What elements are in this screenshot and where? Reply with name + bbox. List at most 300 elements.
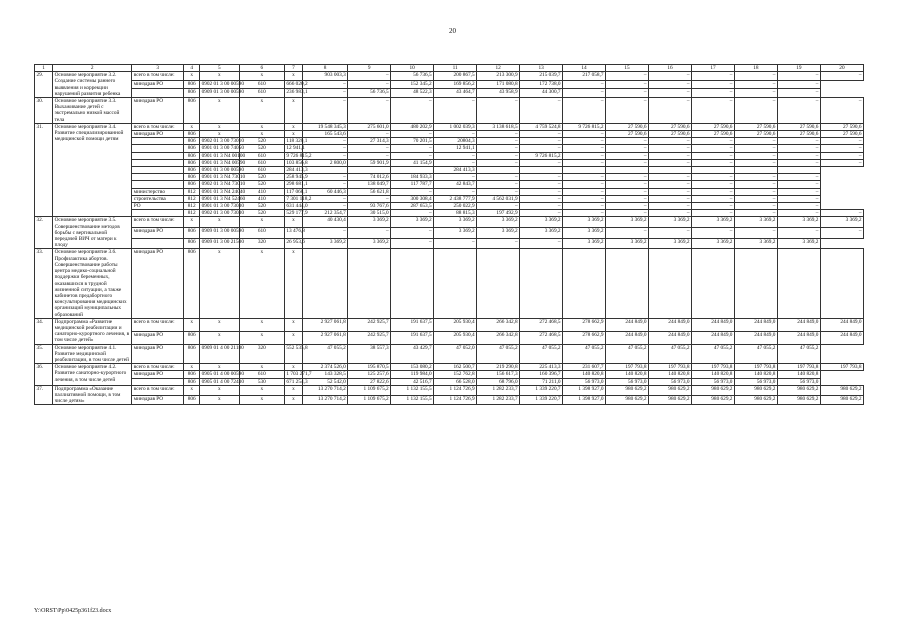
- header-cell: 18: [734, 65, 777, 72]
- amount-cell: –: [563, 174, 606, 181]
- amount-cell: 980 629,2: [734, 385, 777, 395]
- amount-cell: 71 211,0: [520, 378, 563, 385]
- code-cell: 631 444,0: [286, 203, 308, 210]
- amount-cell: –: [691, 80, 734, 89]
- amount-cell: –: [691, 72, 734, 81]
- amount-cell: –: [649, 210, 692, 217]
- table-row: [35, 203, 864, 210]
- amount-cell: –: [606, 228, 649, 239]
- header-cell: 8: [303, 65, 348, 72]
- amount-cell: [520, 249, 563, 318]
- code-cell: 520: [239, 145, 284, 152]
- amount-cell: –: [649, 138, 692, 145]
- amount-cell: 13 270 714,2: [303, 395, 348, 405]
- code-cell: 806: [184, 174, 200, 181]
- code-cell: 0901 01 3 00 00590: [201, 167, 244, 174]
- code-cell: х: [239, 331, 284, 344]
- code-cell: х: [184, 217, 200, 228]
- amount-cell: 1 124 726,9: [434, 395, 477, 405]
- code-cell: 284 413,3: [286, 167, 308, 174]
- amount-cell: 1 398 927,0: [563, 395, 606, 405]
- amount-cell: –: [734, 145, 777, 152]
- program-name: Основное мероприятие 3.2. Создание системы раннего выявления и коррекции нарушений развития ребенка: [53, 72, 132, 98]
- code-cell: 610: [239, 167, 284, 174]
- amount-cell: –: [777, 138, 820, 145]
- amount-cell: –: [606, 195, 649, 202]
- amount-cell: –: [734, 72, 777, 81]
- amount-cell: –: [477, 98, 520, 124]
- amount-cell: –: [734, 89, 777, 98]
- code-cell: 610: [239, 80, 284, 89]
- amount-cell: 3 369,2: [391, 217, 434, 228]
- program-name: Подпрограмма «Развитие медицинской реабилитации и санаторно-курортного лечения, в том числе детей»: [53, 318, 132, 344]
- header-cell: 5: [200, 65, 240, 72]
- amount-cell: 125 257,6: [348, 371, 391, 378]
- amount-cell: –: [820, 98, 863, 124]
- amount-cell: 278 662,9: [563, 318, 606, 331]
- amount-cell: 197 492,9: [477, 210, 520, 217]
- program-name: Основное мероприятие 4.2. Развитие санаторно-курортного лечения, в том числе детей: [53, 364, 132, 386]
- amount-cell: 3 369,2: [691, 238, 734, 249]
- amount-cell: 266 342,8: [477, 318, 520, 331]
- amount-cell: 231 607,7: [563, 364, 606, 371]
- amount-cell: –: [434, 159, 477, 166]
- executor-cell: всего в том числе:: [132, 123, 184, 130]
- amount-cell: –: [691, 138, 734, 145]
- amount-cell: –: [649, 228, 692, 239]
- amount-cell: [348, 167, 391, 174]
- amount-cell: 20804,3: [434, 138, 477, 145]
- amount-cell: –: [777, 181, 820, 188]
- code-cell: 610: [239, 152, 284, 159]
- code-cell: 520: [239, 138, 284, 145]
- code-cell: х: [239, 123, 284, 130]
- amount-cell: 3 369,2: [348, 217, 391, 228]
- code-cell: х: [200, 249, 240, 318]
- code-cell: х: [284, 364, 302, 371]
- amount-cell: –: [563, 210, 606, 217]
- amount-cell: 3 369,2: [563, 217, 606, 228]
- amount-cell: 1 109 675,2: [348, 385, 391, 395]
- code-cell: 0902 01 3 N4 73010: [201, 181, 246, 188]
- amount-cell: –: [734, 174, 777, 181]
- amount-cell: 56 736,5: [391, 72, 434, 81]
- table-row: [35, 228, 864, 239]
- header-cell: 2: [53, 65, 132, 72]
- table-row: [35, 72, 864, 81]
- code-cell: х: [239, 98, 284, 124]
- row-number: 35.: [35, 344, 53, 364]
- amount-cell: [477, 167, 520, 174]
- amount-cell: [691, 167, 734, 174]
- amount-cell: 172 738,0: [520, 80, 563, 89]
- code-cell: 12 941,1: [286, 145, 305, 152]
- amount-cell: 1 282 233,7: [477, 395, 520, 405]
- amount-cell: [649, 249, 692, 318]
- amount-cell: –: [520, 188, 563, 195]
- amount-cell: 284 413,3: [434, 167, 477, 174]
- table-row: [35, 238, 864, 249]
- amount-cell: –: [649, 188, 692, 195]
- code-cell: х: [200, 72, 240, 81]
- amount-cell: 47 055,2: [520, 344, 563, 364]
- amount-cell: –: [820, 72, 863, 81]
- amount-cell: [434, 249, 477, 318]
- amount-cell: –: [649, 89, 692, 98]
- amount-cell: 197 793,8: [691, 364, 734, 371]
- executor-cell: [132, 145, 184, 152]
- code-cell: 0902 01 3 00 73030: [201, 210, 244, 217]
- amount-cell: 56 973,0: [606, 378, 649, 385]
- amount-cell: 213 300,9: [477, 72, 520, 81]
- amount-cell: 169 856,2: [434, 80, 477, 89]
- amount-cell: 266 342,8: [477, 331, 520, 344]
- amount-cell: –: [348, 228, 391, 239]
- amount-cell: 40 430,4: [303, 217, 348, 228]
- amount-cell: –: [434, 174, 477, 181]
- amount-cell: 215 039,7: [520, 72, 563, 81]
- amount-cell: 244 849,0: [777, 318, 820, 331]
- amount-cell: –: [820, 138, 863, 145]
- amount-cell: –: [563, 203, 606, 210]
- header-cell: 20: [820, 65, 863, 72]
- amount-cell: –: [649, 203, 692, 210]
- amount-cell: –: [303, 181, 348, 188]
- amount-cell: –: [434, 131, 477, 138]
- code-cell: 806: [184, 395, 200, 405]
- code-cell: х: [239, 318, 284, 331]
- amount-cell: 1 124 726,9: [434, 385, 477, 395]
- amount-cell: 244 849,0: [649, 331, 692, 344]
- amount-cell: –: [520, 131, 563, 138]
- amount-cell: –: [303, 98, 348, 124]
- amount-cell: 48 522,3: [391, 89, 434, 98]
- amount-cell: –: [348, 152, 391, 159]
- amount-cell: 1 282 233,7: [477, 385, 520, 395]
- executor-cell: [132, 238, 184, 249]
- amount-cell: 56 973,0: [649, 378, 692, 385]
- amount-cell: 205 930,4: [434, 318, 477, 331]
- amount-cell: 242 925,7: [348, 331, 391, 344]
- amount-cell: 980 629,2: [820, 395, 863, 405]
- header-row: [35, 65, 864, 72]
- amount-cell: 47 055,2: [734, 344, 777, 364]
- amount-cell: –: [477, 174, 520, 181]
- executor-cell: [132, 159, 184, 166]
- header-cell: 10: [391, 65, 434, 72]
- table-row: [35, 181, 864, 188]
- code-cell: х: [239, 131, 284, 138]
- amount-cell: 42 516,7: [391, 378, 434, 385]
- amount-cell: –: [777, 80, 820, 89]
- code-cell: 7 301 118,2: [286, 195, 312, 202]
- amount-cell: 152 345,2: [391, 80, 434, 89]
- code-cell: х: [284, 318, 302, 331]
- code-cell: х: [200, 123, 240, 130]
- code-cell: 410: [239, 188, 284, 195]
- amount-cell: 225 413,3: [520, 364, 563, 371]
- amount-cell: –: [520, 181, 563, 188]
- amount-cell: –: [477, 203, 520, 210]
- amount-cell: 3 369,2: [563, 238, 606, 249]
- amount-cell: 980 629,2: [820, 385, 863, 395]
- amount-cell: –: [734, 181, 777, 188]
- amount-cell: –: [477, 181, 520, 188]
- amount-cell: –: [303, 145, 348, 152]
- code-cell: х: [184, 123, 200, 130]
- amount-cell: 165 543,6: [303, 131, 348, 138]
- table-row: [35, 378, 864, 385]
- amount-cell: 160 396,7: [520, 371, 563, 378]
- amount-cell: –: [777, 210, 820, 217]
- amount-cell: 2 927 061,8: [303, 318, 348, 331]
- amount-cell: –: [563, 159, 606, 166]
- program-name: Подпрограмма «Оказание паллиативной помощи, в том числе детям»: [53, 385, 132, 405]
- code-cell: х: [284, 217, 302, 228]
- amount-cell: –: [434, 152, 477, 159]
- amount-cell: 197 793,8: [777, 364, 820, 371]
- amount-cell: –: [391, 152, 434, 159]
- amount-cell: [820, 249, 863, 318]
- amount-cell: –: [691, 145, 734, 152]
- amount-cell: –: [734, 80, 777, 89]
- amount-cell: 140 820,8: [691, 371, 734, 378]
- amount-cell: 244 849,0: [734, 318, 777, 331]
- amount-cell: –: [520, 159, 563, 166]
- amount-cell: 980 629,2: [691, 385, 734, 395]
- amount-cell: –: [477, 131, 520, 138]
- amount-cell: 980 629,2: [649, 385, 692, 395]
- amount-cell: –: [563, 145, 606, 152]
- executor-cell: минздрав РО: [132, 395, 184, 405]
- header-cell: 19: [777, 65, 820, 72]
- amount-cell: –: [820, 210, 863, 217]
- code-cell: х: [239, 385, 284, 395]
- amount-cell: –: [606, 98, 649, 124]
- header-cell: 9: [348, 65, 391, 72]
- amount-cell: 250 022,9: [434, 203, 477, 210]
- code-cell: 0909 01 3 00 21500: [200, 238, 240, 249]
- amount-cell: 47 055,2: [777, 344, 820, 364]
- amount-cell: –: [691, 159, 734, 166]
- amount-cell: –: [820, 152, 863, 159]
- code-cell: х: [284, 131, 302, 138]
- amount-cell: 27 590,6: [734, 131, 777, 138]
- amount-cell: 980 629,2: [734, 395, 777, 405]
- code-cell: х: [284, 72, 302, 81]
- amount-cell: 3 369,2: [606, 217, 649, 228]
- amount-cell: –: [303, 138, 348, 145]
- code-cell: 806: [184, 331, 200, 344]
- table-row: [35, 152, 864, 159]
- table-row: [35, 174, 864, 181]
- amount-cell: 56 736,5: [348, 89, 391, 98]
- amount-cell: –: [391, 145, 434, 152]
- amount-cell: 2 800,0: [303, 159, 348, 166]
- amount-cell: 140 820,8: [734, 371, 777, 378]
- amount-cell: –: [391, 188, 434, 195]
- amount-cell: 1 132 155,5: [391, 385, 434, 395]
- amount-cell: –: [691, 181, 734, 188]
- amount-cell: –: [734, 159, 777, 166]
- row-number: 29.: [35, 72, 53, 98]
- amount-cell: –: [606, 181, 649, 188]
- amount-cell: –: [820, 159, 863, 166]
- amount-cell: 1 339 220,7: [520, 395, 563, 405]
- amount-cell: 66 528,0: [434, 378, 477, 385]
- amount-cell: –: [691, 210, 734, 217]
- amount-cell: –: [606, 72, 649, 81]
- executor-cell: РО: [132, 203, 184, 210]
- amount-cell: 38 557,3: [348, 344, 391, 364]
- amount-cell: –: [649, 195, 692, 202]
- code-cell: 0901 01 3 N4 24040: [201, 188, 246, 195]
- executor-cell: минздрав РО: [132, 371, 184, 378]
- amount-cell: 27 590,6: [820, 123, 863, 130]
- amount-cell: 275 601,0: [348, 123, 391, 130]
- amount-cell: 27 590,6: [820, 131, 863, 138]
- amount-cell: 244 849,0: [606, 331, 649, 344]
- program-name: Основное мероприятие 3.3. Выхаживание детей с экстремально низкой массой тела: [53, 98, 132, 124]
- amount-cell: –: [563, 188, 606, 195]
- code-cell: 806: [184, 138, 200, 145]
- code-cell: х: [284, 123, 302, 130]
- amount-cell: –: [391, 228, 434, 239]
- amount-cell: 140 820,8: [649, 371, 692, 378]
- code-cell: х: [200, 395, 240, 405]
- executor-cell: [132, 152, 184, 159]
- code-cell: х: [184, 364, 200, 371]
- amount-cell: –: [348, 145, 391, 152]
- code-cell: 0905 01 4 00 00590: [201, 371, 244, 378]
- amount-cell: 74 012,6: [348, 174, 391, 181]
- amount-cell: –: [477, 145, 520, 152]
- amount-cell: 980 629,2: [606, 395, 649, 405]
- executor-cell: [132, 210, 184, 217]
- code-cell: 671 254,3: [286, 378, 308, 385]
- amount-cell: 47 055,2: [606, 344, 649, 364]
- amount-cell: –: [777, 159, 820, 166]
- amount-cell: –: [606, 203, 649, 210]
- amount-cell: –: [520, 210, 563, 217]
- amount-cell: 1 339 220,7: [520, 385, 563, 395]
- executor-cell: [132, 89, 184, 98]
- code-cell: 0909 01 3 00 00590: [200, 89, 240, 98]
- amount-cell: –: [477, 188, 520, 195]
- header-cell: 3: [132, 65, 184, 72]
- amount-cell: –: [649, 152, 692, 159]
- amount-cell: 242 925,7: [348, 318, 391, 331]
- amount-cell: 244 849,0: [820, 331, 863, 344]
- amount-cell: –: [520, 238, 563, 249]
- table-row: [35, 331, 864, 344]
- amount-cell: 197 793,8: [649, 364, 692, 371]
- amount-cell: [348, 249, 391, 318]
- code-cell: 520: [239, 181, 284, 188]
- amount-cell: 300 308,4: [391, 195, 434, 202]
- row-number: 32.: [35, 217, 53, 249]
- amount-cell: –: [391, 98, 434, 124]
- code-cell: 812: [184, 188, 200, 195]
- code-cell: 610: [239, 228, 284, 239]
- amount-cell: –: [434, 98, 477, 124]
- executor-cell: [132, 378, 184, 385]
- amount-cell: 3 369,2: [734, 217, 777, 228]
- amount-cell: 44 300,7: [520, 89, 563, 98]
- header-cell: 1: [35, 65, 53, 72]
- program-name: Основное мероприятие 4.1. Развитие медицинской реабилитации, в том числе детей: [53, 344, 132, 364]
- amount-cell: –: [734, 210, 777, 217]
- amount-cell: –: [649, 72, 692, 81]
- amount-cell: 47 052,0: [434, 344, 477, 364]
- amount-cell: –: [649, 159, 692, 166]
- amount-cell: 197 793,8: [606, 364, 649, 371]
- amount-cell: 152 762,8: [434, 371, 477, 378]
- code-cell: х: [284, 249, 302, 318]
- amount-cell: –: [391, 238, 434, 249]
- row-number: 30.: [35, 98, 53, 124]
- amount-cell: –: [520, 203, 563, 210]
- row-number: 33.: [35, 249, 53, 318]
- amount-cell: –: [391, 131, 434, 138]
- amount-cell: 27 590,6: [606, 123, 649, 130]
- header-cell: 4: [184, 65, 200, 72]
- amount-cell: 3 369,2: [649, 238, 692, 249]
- code-cell: 520: [239, 174, 284, 181]
- amount-cell: 3 369,2: [649, 217, 692, 228]
- table-row: [35, 249, 864, 318]
- code-cell: х: [200, 364, 240, 371]
- code-cell: 812: [184, 195, 200, 202]
- table-row: [35, 188, 864, 195]
- amount-cell: –: [563, 138, 606, 145]
- amount-cell: –: [606, 159, 649, 166]
- amount-cell: 47 055,2: [477, 344, 520, 364]
- amount-cell: 2 927 061,8: [303, 331, 348, 344]
- amount-cell: –: [777, 203, 820, 210]
- amount-cell: 27 590,6: [606, 131, 649, 138]
- amount-cell: –: [520, 174, 563, 181]
- code-cell: х: [200, 385, 240, 395]
- amount-cell: 156 617,3: [477, 371, 520, 378]
- amount-cell: 3 369,2: [303, 238, 348, 249]
- row-number: 34.: [35, 318, 53, 344]
- amount-cell: 980 629,2: [691, 395, 734, 405]
- budget-table: [34, 64, 864, 405]
- amount-cell: 9 726 815,2: [563, 123, 606, 130]
- code-cell: 0902 01 3 00 00590: [200, 80, 240, 89]
- amount-cell: –: [348, 72, 391, 81]
- amount-cell: 27 590,6: [649, 131, 692, 138]
- header-cell: 15: [606, 65, 649, 72]
- code-cell: х: [239, 395, 284, 405]
- amount-cell: –: [563, 98, 606, 124]
- amount-cell: 43 464,7: [434, 89, 477, 98]
- amount-cell: –: [520, 98, 563, 124]
- amount-cell: 140 820,8: [606, 371, 649, 378]
- file-path-footer: Y:\ORST\Pp\0425p361f23.docx: [34, 608, 112, 614]
- amount-cell: 272 468,5: [520, 331, 563, 344]
- amount-cell: 138 049,7: [348, 181, 391, 188]
- amount-cell: 117 787,7: [391, 181, 434, 188]
- code-cell: 806: [184, 344, 200, 364]
- amount-cell: [303, 167, 348, 174]
- amount-cell: 195 870,5: [348, 364, 391, 371]
- executor-cell: [132, 138, 184, 145]
- code-cell: 117 068,1: [286, 188, 308, 195]
- amount-cell: 903 003,3: [303, 72, 348, 81]
- amount-cell: –: [606, 145, 649, 152]
